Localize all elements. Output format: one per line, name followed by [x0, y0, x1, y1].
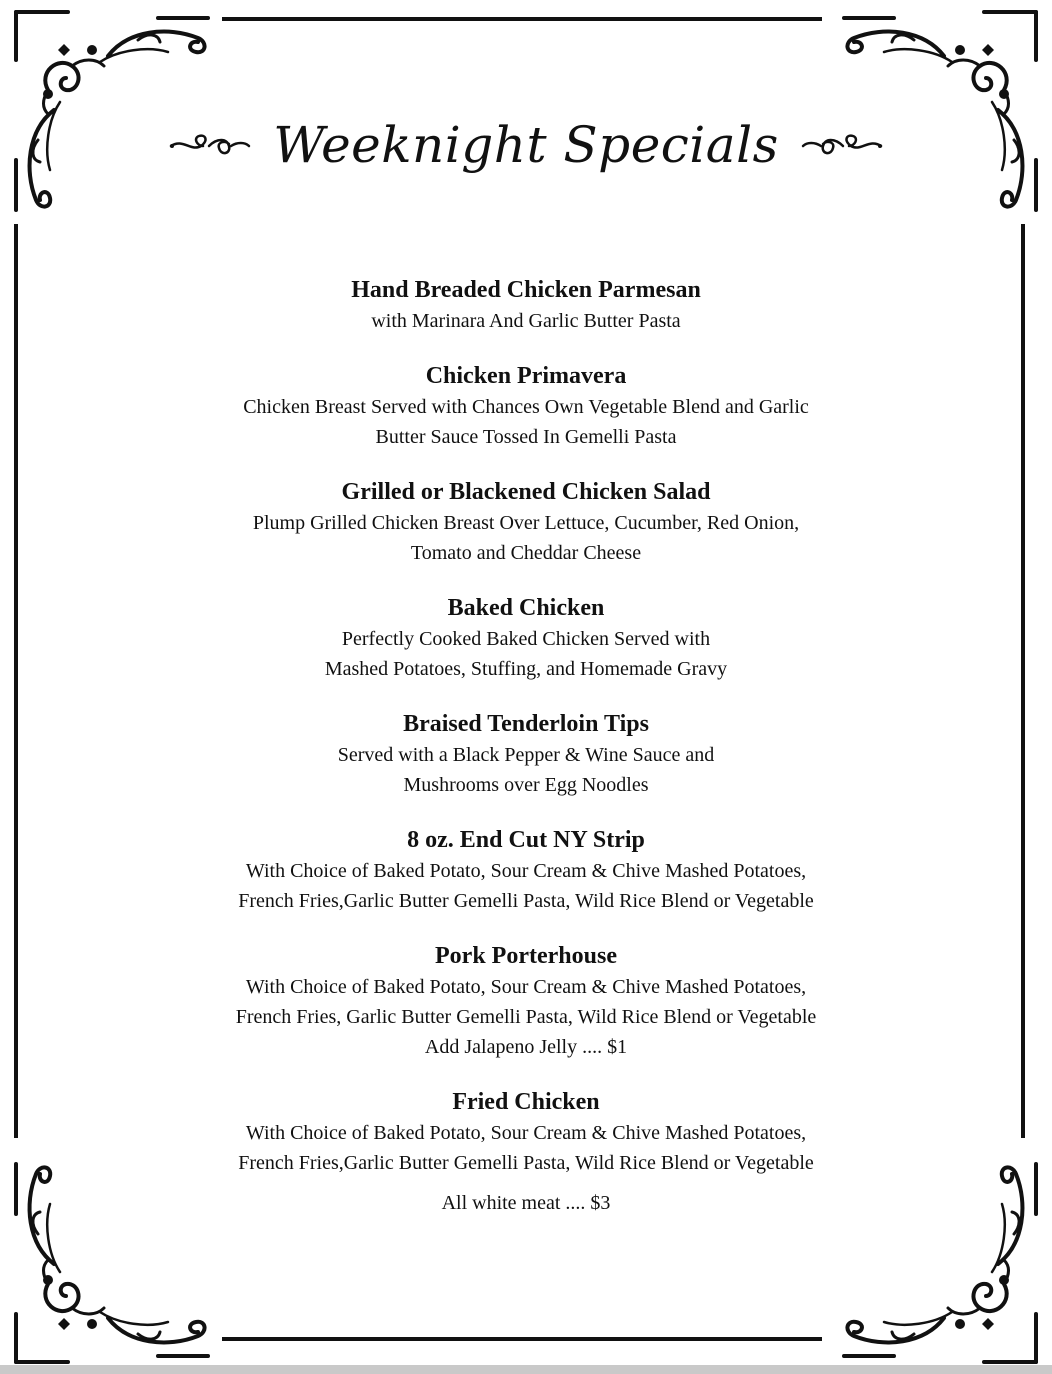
item-description: With Choice of Baked Potato, Sour Cream & Chive Mashed Potatoes,: [245, 1122, 807, 1144]
item-description: With Choice of Baked Potato, Sour Cream & Chive Mashed Potatoes,: [245, 976, 807, 998]
item-description: With Choice of Baked Potato, Sour Cream & Chive Mashed Potatoes,: [245, 860, 807, 882]
menu-item: [140, 274, 912, 336]
item-addon-note: Add Jalapeno Jelly .... $1: [424, 1036, 628, 1058]
frame-left-line: [14, 224, 18, 1138]
item-addon-note: All white meat .... $3: [441, 1192, 611, 1214]
page-title: Weeknight Specials: [273, 116, 779, 174]
item-description: with Marinara And Garlic Butter Pasta: [371, 310, 681, 332]
swirl-flourish-left-icon: [169, 130, 251, 160]
menu-item: [140, 1086, 912, 1218]
item-description: French Fries, Garlic Butter Gemelli Pasta, Wild Rice Blend or Vegetable: [235, 1006, 817, 1028]
item-description: Mushrooms over Egg Noodles: [403, 774, 649, 796]
title-row: [0, 100, 1052, 190]
menu-item: [140, 824, 912, 916]
menu-item: [140, 592, 912, 684]
swirl-flourish-right-icon: [801, 130, 883, 160]
item-description: Tomato and Cheddar Cheese: [410, 542, 642, 564]
menu-item: [140, 476, 912, 568]
item-description: Chicken Breast Served with Chances Own Vegetable Blend and Garlic: [243, 396, 809, 418]
menu-list: [140, 274, 912, 1242]
page-bottom-edge: [0, 1365, 1052, 1374]
item-name: Braised Tenderloin Tips: [403, 711, 649, 737]
menu-item: [140, 360, 912, 452]
item-name: Grilled or Blackened Chicken Salad: [341, 479, 711, 505]
item-description: Served with a Black Pepper & Wine Sauce and: [337, 744, 715, 766]
frame-right-line: [1021, 224, 1025, 1138]
item-name: Hand Breaded Chicken Parmesan: [351, 277, 701, 303]
item-description: Plump Grilled Chicken Breast Over Lettuce, Cucumber, Red Onion,: [252, 512, 800, 534]
item-description: Perfectly Cooked Baked Chicken Served with: [341, 628, 711, 650]
item-name: Fried Chicken: [452, 1089, 600, 1115]
item-description: Butter Sauce Tossed In Gemelli Pasta: [375, 426, 677, 448]
frame-bottom-line: [222, 1337, 822, 1341]
menu-item: [140, 708, 912, 800]
item-description: French Fries,Garlic Butter Gemelli Pasta, Wild Rice Blend or Vegetable: [238, 890, 814, 912]
item-name: Baked Chicken: [447, 595, 605, 621]
item-name: Pork Porterhouse: [435, 943, 617, 969]
item-description: Mashed Potatoes, Stuffing, and Homemade Gravy: [324, 658, 728, 680]
frame-top-line: [222, 17, 822, 21]
item-description: French Fries,Garlic Butter Gemelli Pasta, Wild Rice Blend or Vegetable: [238, 1152, 814, 1174]
menu-item: [140, 940, 912, 1062]
item-name: Chicken Primavera: [425, 363, 627, 389]
item-name: 8 oz. End Cut NY Strip: [407, 827, 645, 853]
